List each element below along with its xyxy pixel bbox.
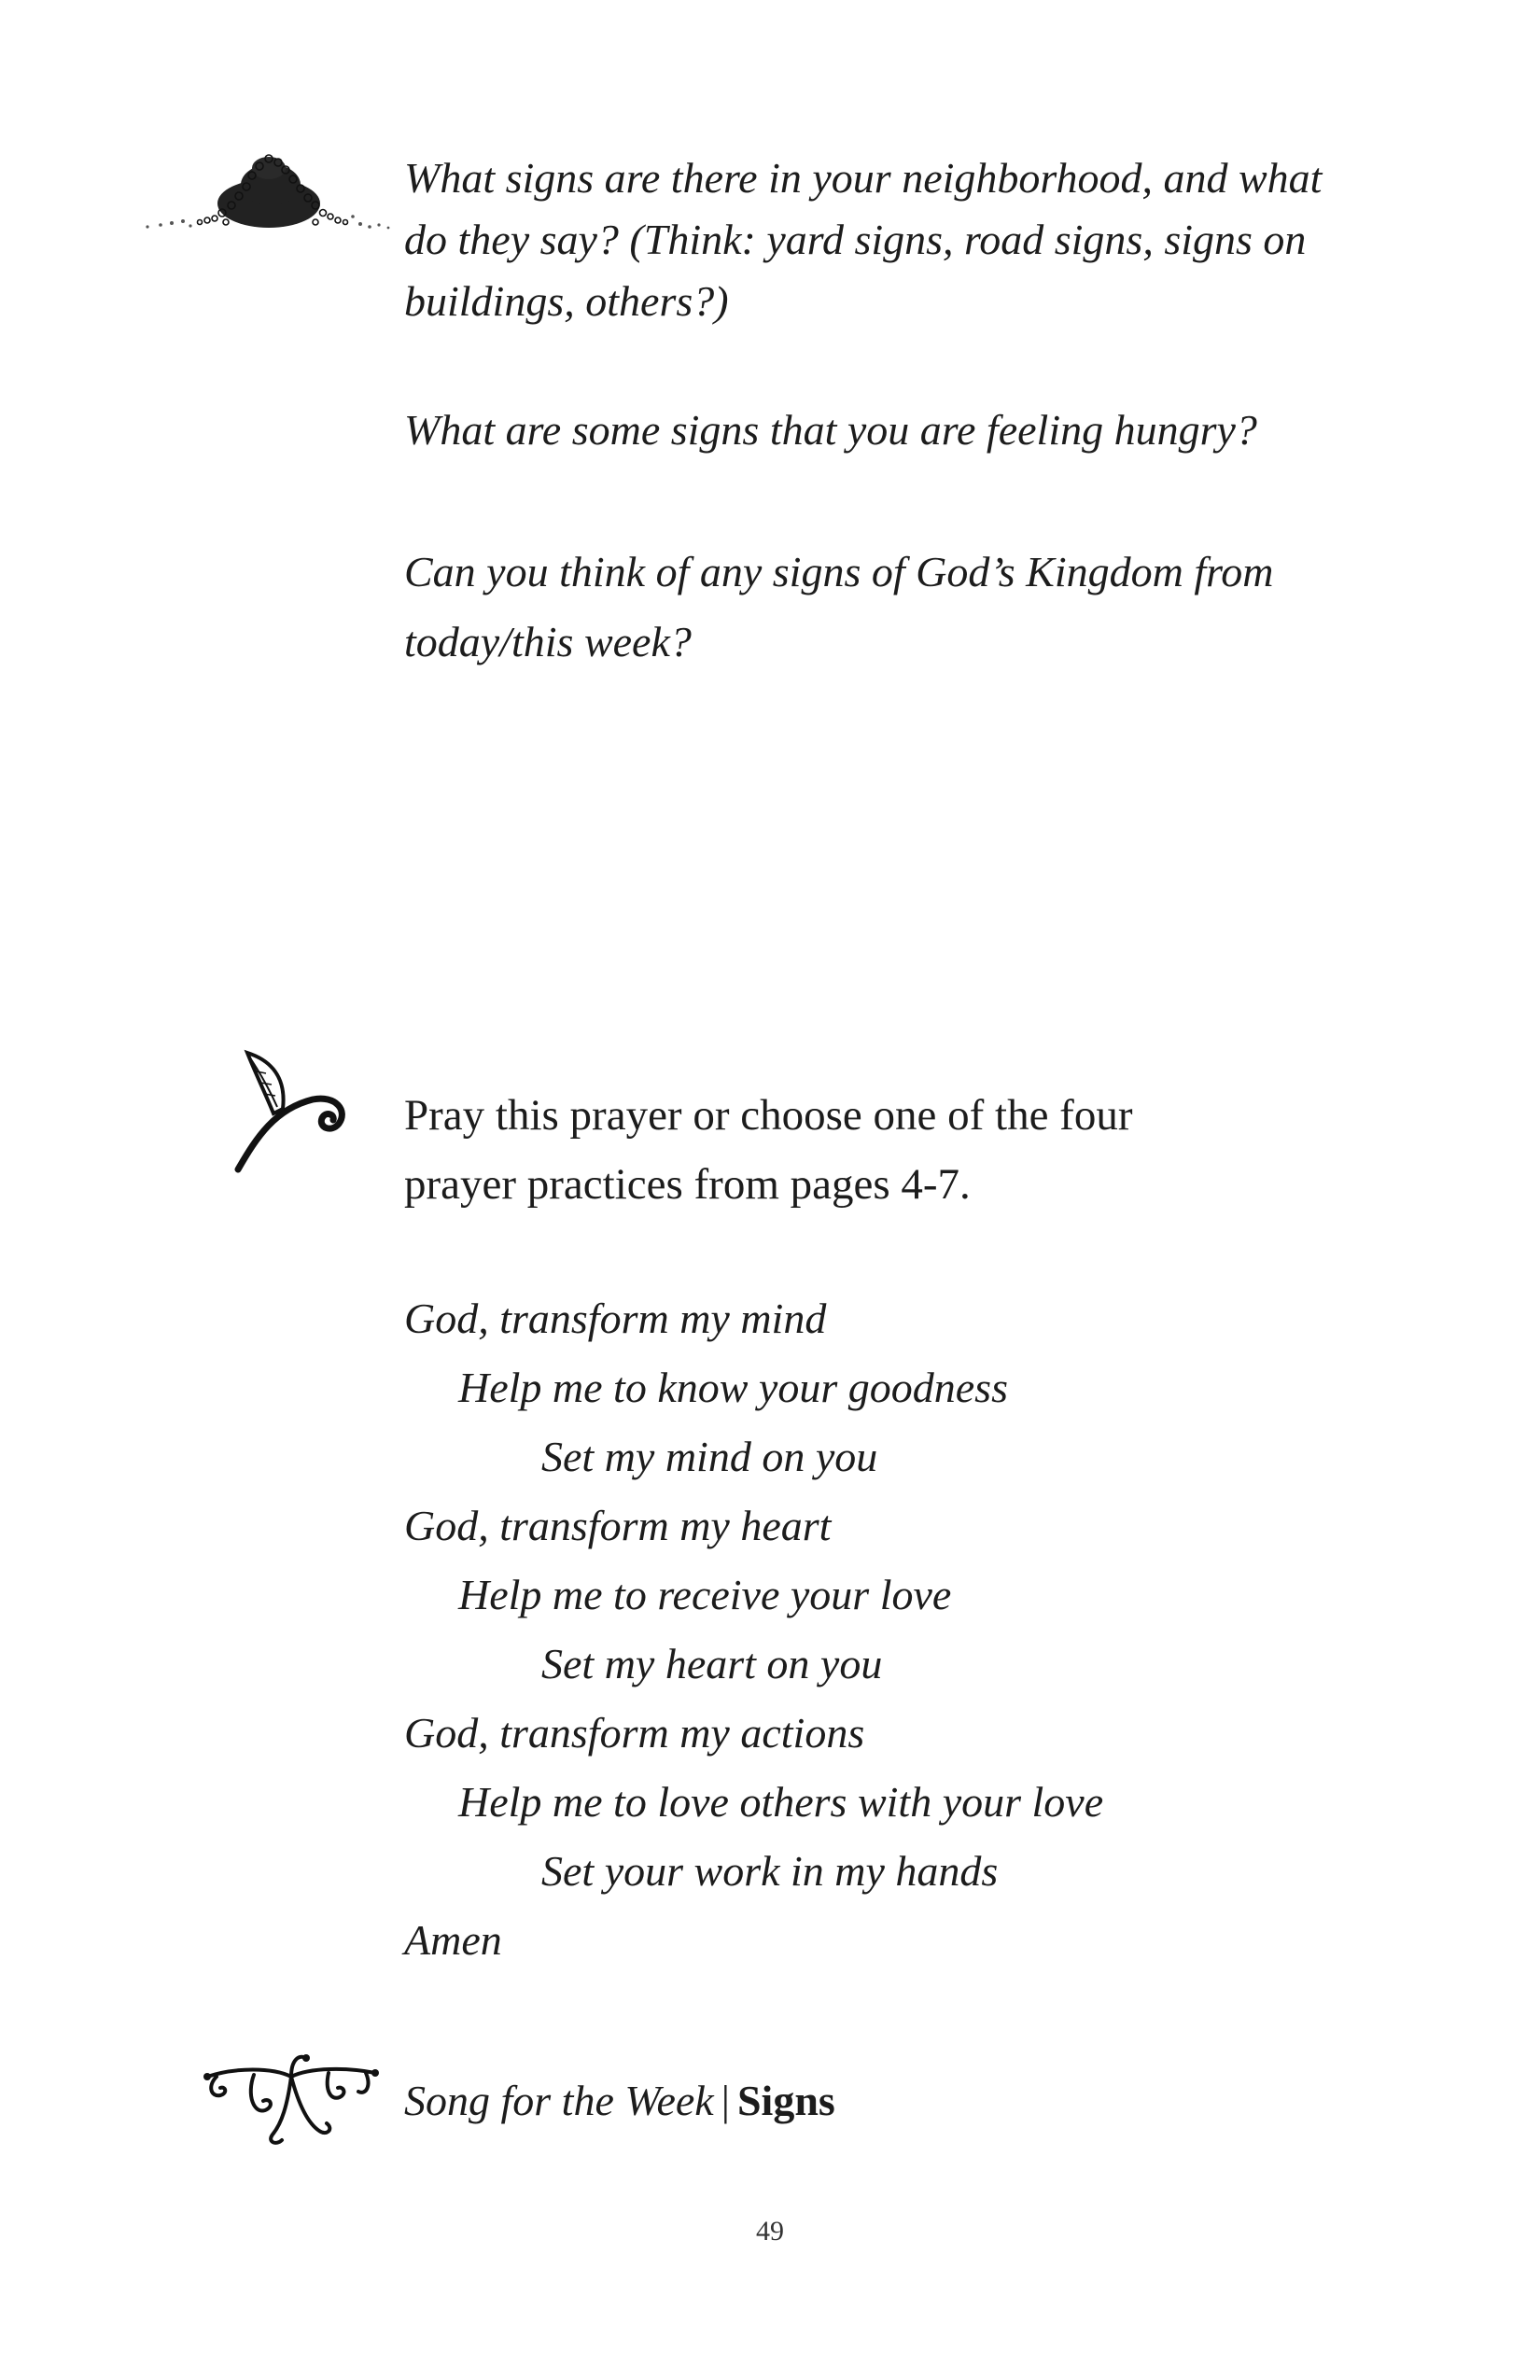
song-separator: | [721,2077,730,2124]
page-number: 49 [756,2216,784,2247]
prayer-line: Help me to know your goodness [458,1364,1008,1411]
prayer-instructions: Pray this prayer or choose one of the four prayer practices from pages 4-7. [404,1091,1133,1209]
sprout-icon [229,1043,359,1174]
prayer-line: Amen [404,1916,502,1964]
song-title: Signs [736,2077,835,2124]
prayer-line: Set my mind on you [541,1433,878,1480]
song-for-the-week [404,2070,835,2132]
prayer-line: God, transform my heart [404,1502,832,1549]
seed-mound-icon [129,138,399,241]
prayer-text [404,1284,1103,1975]
prayer-line: Set your work in my hands [541,1847,999,1895]
reflection-question: Can you think of any signs of God’s Kingdom from today/this week? [404,548,1274,665]
prayer-line: God, transform my actions [404,1709,865,1757]
reflection-question: What signs are there in your neighborhood, and what do they say? (Think: yard signs, road signs, signs on buildings, others?) [404,154,1323,325]
prayer-line: Set my heart on you [541,1640,883,1687]
prayer-line: Help me to receive your love [458,1571,952,1618]
prayer-line: Help me to love others with your love [458,1778,1104,1826]
prayer-line: God, transform my mind [404,1295,827,1342]
song-label: Song for the Week [404,2077,714,2124]
vine-flourish-icon [198,2049,385,2151]
reflection-question: What are some signs that you are feeling hungry? [404,406,1257,454]
